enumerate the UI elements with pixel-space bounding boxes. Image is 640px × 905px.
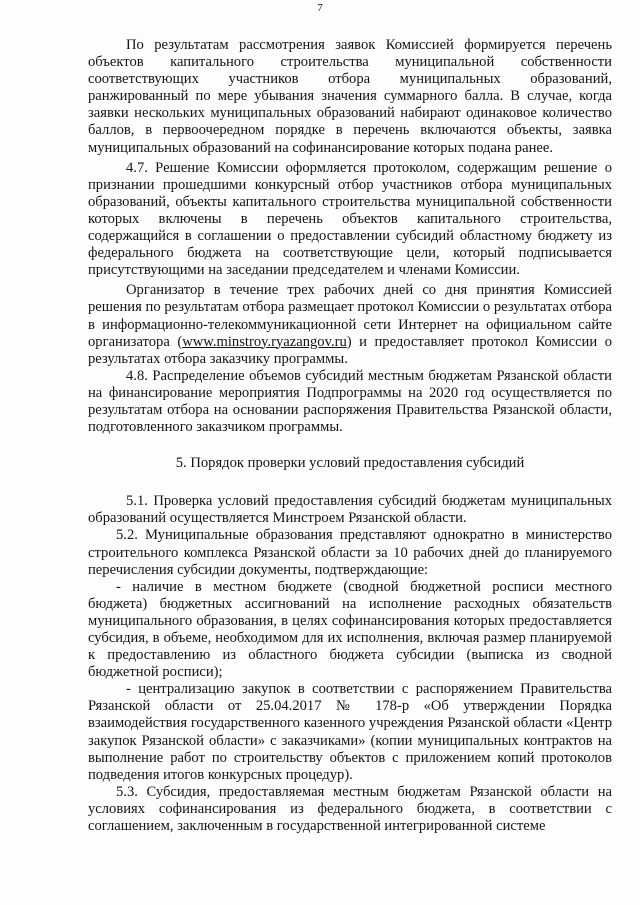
paragraph-5-2: 5.2. Муниципальные образования представляют однократно в министерство строительного комплекса Рязанской области за 10 рабочих дней до планируемого перечисления субсидии документы, подтверждающие:: [88, 527, 612, 578]
list-item-procurement: - централизацию закупок в соответствии с распоряжением Правительства Рязанской области от 25.04.2017 № 178-р «Об утверждении Порядка взаимодействия государственного казенного учреждения Рязанской области «Центр закупок Рязанской области» с заказчиками» (копии муниципальных контрактов на выполнение работ по строительству объектов с приложением копий протоколов подведения итогов конкурсных процедур).: [88, 681, 612, 783]
list-item-budget: - наличие в местном бюджете (сводной бюджетной росписи местного бюджета) бюджетных ассигнований на исполнение расходных обязательств муниципального образования, в целях софинансирования которых предоставляется субсидия, в объеме, необходимом для их исполнения, включая размер планируемой к предоставлению из областного бюджета субсидии (выписка из сводной бюджетной росписи);: [88, 578, 612, 681]
paragraph-5-3: 5.3. Субсидия, предоставляемая местным бюджетам Рязанской области на условиях софинансирования из федерального бюджета, в соответствии с соглашением, заключенным в государственной интегрированной системе: [88, 783, 612, 835]
paragraph-organizer-text-start: Организатор в течение трех рабочих дней со дня принятия Комиссией решения по результатам отбора размещает протокол Комиссии о результатах отбора в информационно-телекоммуникационной сети Интернет на официальном сайте организатора (: [88, 282, 612, 350]
paragraph-4-8: 4.8. Распределение объемов субсидий местным бюджетам Рязанской области на финансирование мероприятия Подпрограммы на 2020 год осуществляется по результатам отбора на основании распоряжения Правительства Рязанской области, подготовленного заказчиком программы.: [88, 367, 612, 436]
ministry-website-link[interactable]: www.minstroy.ryazangov.ru: [182, 333, 347, 350]
paragraph-ranking: По результатам рассмотрения заявок Комиссией формируется перечень объектов капитального строительства муниципальной собственности соответствующих участников отбора муниципальных образований, ранжированный по мере убывания значения суммарного балла. В случае, когда заявки нескольких муниципальных образований набирают одинаковое количество баллов, в первоочередном порядке в перечень включаются объекты, заявка муниципальных образований на софинансирование которых подана ранее.: [88, 37, 612, 156]
paragraph-5-1: 5.1. Проверка условий предоставления субсидий бюджетам муниципальных образований осуществляется Минстроем Рязанской области.: [88, 493, 612, 527]
section-5-heading: 5. Порядок проверки условий предоставления субсидий: [175, 455, 525, 472]
page-number: 7: [317, 2, 323, 14]
document-body: [88, 37, 612, 835]
paragraph-4-7: 4.7. Решение Комиссии оформляется протоколом, содержащим решение о признании прошедшими конкурсный отбор участников отбора муниципальных образований, объекты капитального строительства муниципальной собственности которых включены в перечень объектов капитального строительства, содержащийся в соглашении о предоставлении субсидий областному бюджету из федерального бюджета на соответствующие цели, который подписывается присутствующими на заседании председателем и членами Комиссии.: [88, 159, 612, 279]
paragraph-organizer-text-end: ) и предоставляет протокол Комиссии о результатах отбора заказчику программы.: [88, 333, 612, 367]
paragraph-organizer: [88, 282, 612, 367]
